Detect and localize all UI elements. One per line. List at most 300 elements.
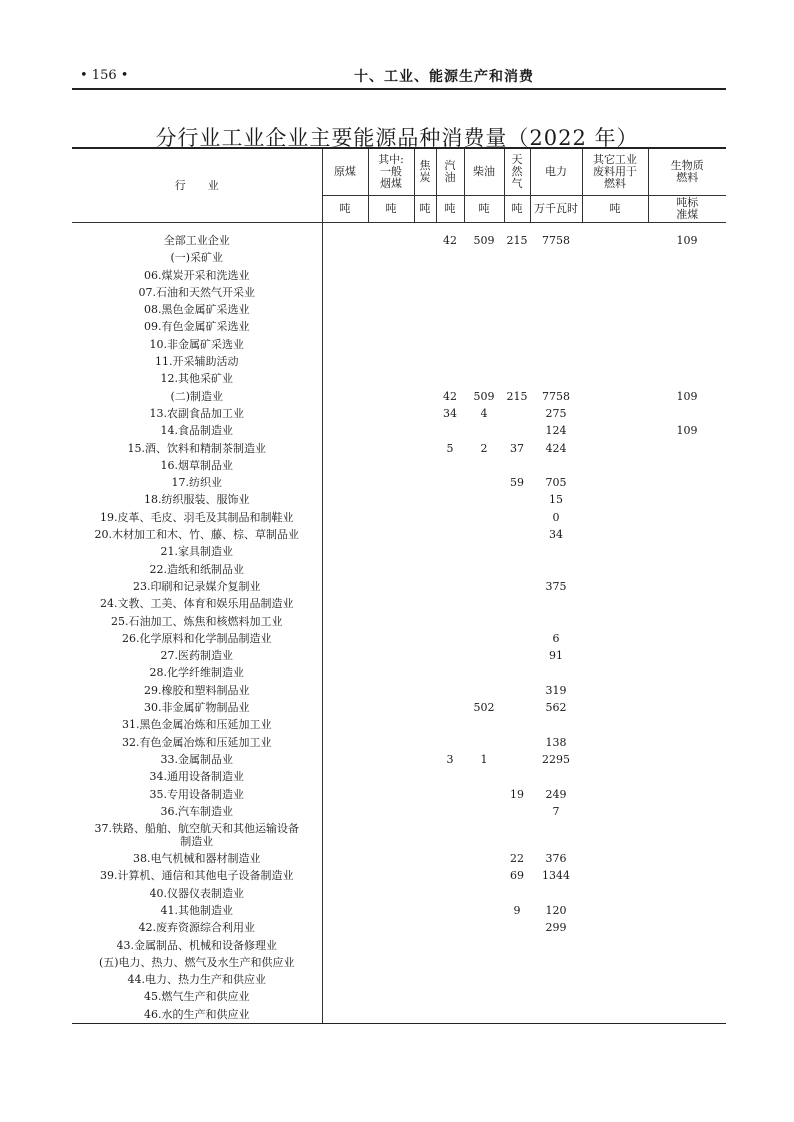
value-cell (322, 284, 368, 301)
value-cell (648, 301, 726, 318)
value-cell (464, 664, 504, 681)
value-cell: 109 (676, 424, 698, 438)
value-cell (414, 509, 436, 526)
value-cell (414, 786, 436, 803)
value-cell (648, 370, 726, 387)
value-cell (464, 561, 504, 578)
value-cell: 562 (545, 701, 567, 715)
value-cell (648, 664, 726, 681)
value-cell (436, 803, 464, 820)
value-cell (436, 919, 464, 936)
value-cell (504, 919, 530, 936)
value-cell (414, 561, 436, 578)
value-cell (464, 768, 504, 785)
industry-cell: (五)电力、热力、燃气及水生产和供应业 (98, 955, 295, 969)
value-cell (582, 647, 648, 664)
industry-cell: 12.其他采矿业 (160, 372, 233, 386)
value-cell (530, 249, 582, 266)
table-row (72, 388, 726, 405)
value-cell (504, 937, 530, 954)
value-cell (582, 867, 648, 884)
industry-cell: 34.通用设备制造业 (149, 770, 244, 784)
industry-cell: 24.文教、工美、体育和娱乐用品制造业 (100, 597, 294, 611)
table-row (72, 902, 726, 919)
table-row (72, 353, 726, 370)
value-cell (648, 919, 726, 936)
table-row (72, 971, 726, 988)
industry-cell: 45.燃气生产和供应业 (144, 990, 250, 1004)
value-cell (648, 716, 726, 733)
table-row (72, 803, 726, 820)
value-cell (414, 1006, 436, 1024)
value-cell (530, 664, 582, 681)
value-cell (414, 803, 436, 820)
value-cell (530, 820, 582, 850)
value-cell (322, 353, 368, 370)
value-cell: 6 (552, 631, 560, 645)
value-cell (322, 867, 368, 884)
value-cell: 22 (510, 852, 524, 866)
value-cell (414, 988, 436, 1005)
value-cell (582, 440, 648, 457)
value-cell (530, 595, 582, 612)
industry-cell: 09.有色金属矿采选业 (144, 320, 250, 334)
industry-cell: 41.其他制造业 (160, 903, 233, 917)
value-cell (648, 405, 726, 422)
value-cell (322, 971, 368, 988)
value-cell (504, 682, 530, 699)
value-cell (582, 232, 648, 249)
value-cell (436, 543, 464, 560)
value-cell (322, 786, 368, 803)
value-cell: 15 (549, 493, 563, 507)
value-cell (436, 336, 464, 353)
table-row (72, 457, 726, 474)
value-cell (368, 595, 414, 612)
value-cell (436, 699, 464, 716)
table-row (72, 664, 726, 681)
industry-cell: 42.废弃资源综合利用业 (138, 921, 255, 935)
value-cell (322, 699, 368, 716)
value-cell: 705 (545, 476, 567, 490)
value-cell (322, 613, 368, 630)
value-cell (322, 474, 368, 491)
value-cell: 375 (545, 579, 567, 593)
value-cell (322, 440, 368, 457)
value-cell (322, 768, 368, 785)
table-spacer-row (72, 223, 726, 233)
value-cell (504, 578, 530, 595)
value-cell (414, 734, 436, 751)
value-cell (436, 353, 464, 370)
header-natural-gas: 天 然 气 (504, 148, 530, 196)
value-cell (368, 699, 414, 716)
industry-cell: 35.专用设备制造业 (149, 787, 244, 801)
value-cell: 2 (480, 441, 488, 455)
value-cell (504, 318, 530, 335)
value-cell (648, 988, 726, 1005)
value-cell (368, 867, 414, 884)
value-cell (464, 370, 504, 387)
value-cell (436, 885, 464, 902)
industry-cell: 14.食品制造业 (160, 424, 233, 438)
industry-cell: 29.橡胶和塑料制品业 (144, 683, 250, 697)
value-cell (648, 267, 726, 284)
value-cell (436, 937, 464, 954)
industry-cell: 19.皮革、毛皮、羽毛及其制品和制鞋业 (100, 510, 294, 524)
value-cell (504, 988, 530, 1005)
value-cell (582, 919, 648, 936)
value-cell (504, 971, 530, 988)
value-cell (464, 867, 504, 884)
industry-cell: 36.汽车制造业 (160, 804, 233, 818)
value-cell: 91 (549, 649, 563, 663)
industry-cell: 30.非金属矿物制品业 (144, 701, 250, 715)
value-cell (414, 595, 436, 612)
value-cell (322, 954, 368, 971)
value-cell (368, 734, 414, 751)
value-cell (530, 336, 582, 353)
unit-electricity: 万千瓦时 (530, 196, 582, 223)
table-row (72, 526, 726, 543)
value-cell (464, 267, 504, 284)
value-cell (582, 318, 648, 335)
unit-raw-coal: 吨 (322, 196, 368, 223)
industry-cell: (一)采矿业 (170, 251, 224, 265)
value-cell (414, 336, 436, 353)
value-cell (368, 768, 414, 785)
table-body (72, 223, 726, 1024)
value-cell (414, 284, 436, 301)
value-cell (322, 937, 368, 954)
value-cell (368, 491, 414, 508)
value-cell (414, 647, 436, 664)
value-cell (414, 232, 436, 249)
value-cell (530, 954, 582, 971)
value-cell (322, 543, 368, 560)
value-cell (414, 937, 436, 954)
value-cell: 7758 (542, 389, 570, 403)
value-cell (368, 1006, 414, 1024)
value-cell (504, 284, 530, 301)
value-cell (414, 491, 436, 508)
value-cell (464, 491, 504, 508)
value-cell (648, 786, 726, 803)
value-cell (464, 526, 504, 543)
value-cell (322, 578, 368, 595)
value-cell: 109 (676, 389, 698, 403)
value-cell: 509 (473, 234, 495, 247)
value-cell (414, 370, 436, 387)
table-row (72, 867, 726, 884)
value-cell (368, 885, 414, 902)
industry-cell: 27.医药制造业 (160, 649, 233, 663)
value-cell (648, 474, 726, 491)
value-cell (582, 561, 648, 578)
value-cell (368, 954, 414, 971)
value-cell (368, 301, 414, 318)
industry-cell: 08.黑色金属矿采选业 (144, 303, 250, 317)
chapter-title: 十、工业、能源生产和消费 (354, 69, 534, 85)
value-cell: 1344 (542, 869, 570, 883)
value-cell (530, 543, 582, 560)
table-row (72, 734, 726, 751)
value-cell (582, 664, 648, 681)
value-cell (464, 595, 504, 612)
value-cell (436, 370, 464, 387)
value-cell: 3 (446, 752, 454, 766)
value-cell (464, 786, 504, 803)
value-cell (504, 768, 530, 785)
value-cell (582, 491, 648, 508)
value-cell (530, 1006, 582, 1024)
industry-cell: 10.非金属矿采选业 (149, 337, 244, 351)
value-cell (464, 919, 504, 936)
value-cell (464, 474, 504, 491)
value-cell (414, 613, 436, 630)
value-cell (368, 682, 414, 699)
table-row (72, 768, 726, 785)
value-cell: 7758 (542, 234, 570, 247)
value-cell: 42 (443, 389, 457, 403)
value-cell (436, 716, 464, 733)
value-cell (530, 971, 582, 988)
value-cell: 275 (545, 406, 567, 420)
header-biomass-fuel: 生物质 燃料 (648, 148, 726, 196)
value-cell (414, 751, 436, 768)
value-cell: 215 (506, 234, 528, 247)
table-header (72, 148, 726, 223)
value-cell (368, 318, 414, 335)
value-cell: 69 (510, 869, 524, 883)
value-cell (368, 561, 414, 578)
value-cell (414, 867, 436, 884)
value-cell (368, 647, 414, 664)
value-cell (582, 803, 648, 820)
industry-cell: 26.化学原料和化学制品制造业 (122, 631, 272, 645)
value-cell (436, 301, 464, 318)
header-industry: 行 业 (72, 148, 322, 223)
value-cell (582, 937, 648, 954)
value-cell (322, 267, 368, 284)
value-cell (530, 937, 582, 954)
value-cell (464, 543, 504, 560)
value-cell (648, 561, 726, 578)
value-cell (648, 491, 726, 508)
table-title: 分行业工业企业主要能源品种消费量（2022 年） (155, 126, 639, 150)
table-row (72, 885, 726, 902)
value-cell (648, 751, 726, 768)
value-cell (322, 336, 368, 353)
industry-cell: 23.印刷和记录媒介复制业 (133, 579, 261, 593)
value-cell (368, 543, 414, 560)
industry-cell: 44.电力、热力生产和供应业 (127, 973, 266, 987)
value-cell (504, 336, 530, 353)
value-cell (464, 850, 504, 867)
value-cell (648, 682, 726, 699)
value-cell (464, 988, 504, 1005)
value-cell (436, 768, 464, 785)
value-cell (464, 284, 504, 301)
value-cell (368, 353, 414, 370)
value-cell (436, 664, 464, 681)
value-cell (322, 734, 368, 751)
header-electricity: 电力 (530, 148, 582, 196)
value-cell (436, 457, 464, 474)
value-cell (464, 820, 504, 850)
value-cell (322, 370, 368, 387)
value-cell (414, 318, 436, 335)
value-cell (368, 457, 414, 474)
value-cell (582, 820, 648, 850)
value-cell (504, 509, 530, 526)
value-cell (530, 457, 582, 474)
table-row (72, 647, 726, 664)
value-cell (414, 716, 436, 733)
industry-cell: 13.农副食品加工业 (149, 406, 244, 420)
table-row (72, 440, 726, 457)
unit-diesel: 吨 (464, 196, 504, 223)
industry-cell: 21.家具制造业 (160, 545, 233, 559)
industry-cell: 20.木材加工和木、竹、藤、棕、草制品业 (94, 528, 299, 542)
value-cell (436, 954, 464, 971)
industry-cell: 22.造纸和纸制品业 (149, 562, 244, 576)
value-cell (414, 820, 436, 850)
value-cell (368, 284, 414, 301)
value-cell (436, 786, 464, 803)
value-cell (648, 734, 726, 751)
value-cell (464, 734, 504, 751)
value-cell (504, 543, 530, 560)
value-cell (582, 699, 648, 716)
value-cell (648, 867, 726, 884)
value-cell (648, 526, 726, 543)
value-cell (504, 267, 530, 284)
value-cell (582, 971, 648, 988)
value-cell (414, 630, 436, 647)
page-header (72, 66, 726, 86)
value-cell (322, 509, 368, 526)
value-cell (368, 232, 414, 249)
value-cell (648, 902, 726, 919)
unit-gasoline: 吨 (436, 196, 464, 223)
value-cell (368, 336, 414, 353)
value-cell (414, 850, 436, 867)
value-cell (368, 786, 414, 803)
value-cell: 1 (480, 752, 488, 766)
value-cell: 5 (446, 441, 454, 455)
value-cell (648, 937, 726, 954)
value-cell (414, 457, 436, 474)
value-cell (530, 301, 582, 318)
unit-bituminous-coal: 吨 (368, 196, 414, 223)
table-row (72, 267, 726, 284)
value-cell (322, 630, 368, 647)
value-cell (464, 954, 504, 971)
value-cell (582, 1006, 648, 1024)
value-cell (464, 682, 504, 699)
table-row (72, 682, 726, 699)
table-row (72, 850, 726, 867)
table-row (72, 543, 726, 560)
value-cell (368, 919, 414, 936)
value-cell (648, 336, 726, 353)
value-cell (582, 613, 648, 630)
value-cell (368, 578, 414, 595)
value-cell (414, 440, 436, 457)
value-cell (582, 370, 648, 387)
value-cell: 109 (676, 234, 698, 247)
value-cell (436, 820, 464, 850)
value-cell (648, 284, 726, 301)
table-row (72, 301, 726, 318)
value-cell (530, 768, 582, 785)
value-cell (464, 1006, 504, 1024)
value-cell (530, 284, 582, 301)
value-cell (582, 786, 648, 803)
value-cell (436, 474, 464, 491)
value-cell (322, 647, 368, 664)
value-cell (322, 405, 368, 422)
value-cell (464, 422, 504, 439)
value-cell (368, 422, 414, 439)
value-cell (368, 267, 414, 284)
value-cell (368, 803, 414, 820)
value-cell (582, 509, 648, 526)
value-cell (648, 318, 726, 335)
value-cell: 19 (510, 787, 524, 801)
industry-cell: 17.纺织业 (171, 476, 222, 490)
value-cell (322, 751, 368, 768)
value-cell (414, 578, 436, 595)
value-cell (504, 803, 530, 820)
table-row (72, 370, 726, 387)
value-cell (436, 902, 464, 919)
table-row (72, 937, 726, 954)
table-row (72, 630, 726, 647)
value-cell: 509 (473, 389, 495, 403)
value-cell (368, 440, 414, 457)
value-cell (504, 716, 530, 733)
value-cell (504, 405, 530, 422)
value-cell (322, 232, 368, 249)
value-cell (368, 474, 414, 491)
value-cell (504, 664, 530, 681)
header-rule (72, 88, 726, 90)
value-cell (322, 1006, 368, 1024)
industry-cell: 25.石油加工、炼焦和核燃料加工业 (111, 614, 283, 628)
value-cell (582, 578, 648, 595)
value-cell (436, 284, 464, 301)
value-cell (582, 850, 648, 867)
value-cell (582, 474, 648, 491)
value-cell: 424 (545, 441, 567, 455)
value-cell (582, 902, 648, 919)
value-cell (436, 578, 464, 595)
value-cell (322, 561, 368, 578)
table-row (72, 1006, 726, 1024)
value-cell (504, 595, 530, 612)
industry-cell: 46.水的生产和供应业 (72, 1006, 322, 1024)
table-row (72, 232, 726, 249)
value-cell (648, 595, 726, 612)
industry-cell: 32.有色金属冶炼和压延加工业 (122, 735, 272, 749)
header-gasoline: 汽 油 (436, 148, 464, 196)
value-cell (504, 630, 530, 647)
value-cell (436, 267, 464, 284)
value-cell (368, 820, 414, 850)
value-cell: 502 (473, 701, 495, 715)
